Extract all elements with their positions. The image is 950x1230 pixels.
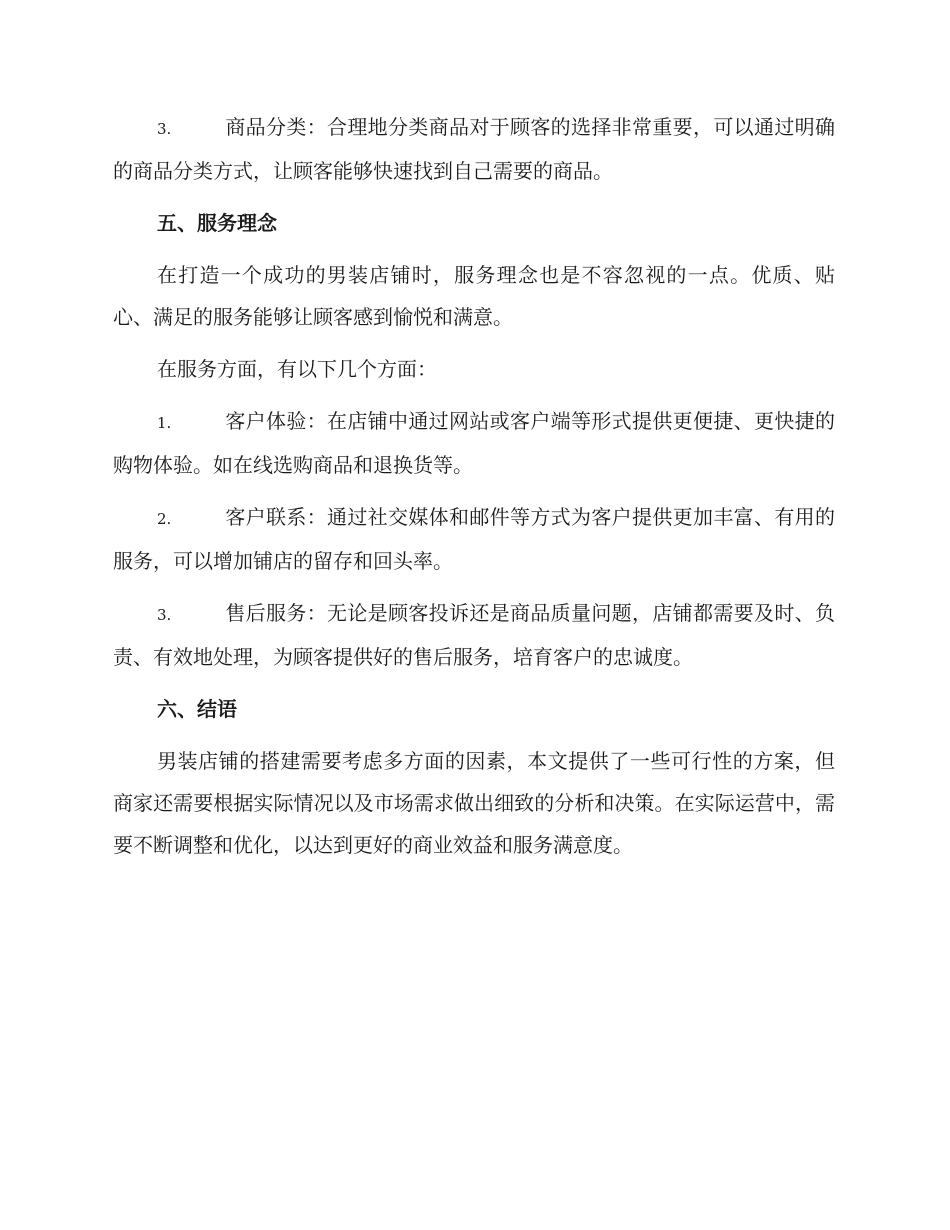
list-item-after-sales <box>113 592 835 678</box>
document-page <box>113 106 835 876</box>
list-item-text: 商品分类：合理地分类商品对于顾客的选择非常重要，可以通过明确的商品分类方式，让顾客能够快速找到自己需要的商品。 <box>113 115 835 183</box>
list-number: 3. <box>157 606 172 624</box>
list-number: 1. <box>157 414 172 432</box>
list-item-customer-experience <box>113 400 835 486</box>
list-item-customer-contact <box>113 496 835 582</box>
list-number: 3. <box>157 120 172 138</box>
section-heading-conclusion: 六、结语 <box>157 697 237 721</box>
list-item-text: 客户体验：在店铺中通过网站或客户端等形式提供更便捷、更快捷的购物体验。如在线选购商品和退换货等。 <box>113 409 835 477</box>
paragraph-service-intro: 在打造一个成功的男装店铺时，服务理念也是不容忽视的一点。优质、贴心、满足的服务能够让顾客感到愉悦和满意。 <box>113 263 835 329</box>
list-item-text: 客户联系：通过社交媒体和邮件等方式为客户提供更加丰富、有用的服务，可以增加铺店的留存和回头率。 <box>113 505 835 573</box>
paragraph-service-aspects: 在服务方面，有以下几个方面： <box>157 357 437 381</box>
paragraph-conclusion: 男装店铺的搭建需要考虑多方面的因素，本文提供了一些可行性的方案，但商家还需要根据实际情况以及市场需求做出细致的分析和决策。在实际运营中，需要不断调整和优化，以达到更好的商业效益和服务满意度。 <box>113 749 835 857</box>
section-heading-service: 五、服务理念 <box>157 211 277 235</box>
list-item-category <box>113 106 835 192</box>
list-item-text: 售后服务：无论是顾客投诉还是商品质量问题，店铺都需要及时、负责、有效地处理，为顾客提供好的售后服务，培育客户的忠诚度。 <box>113 601 835 669</box>
list-number: 2. <box>157 510 172 528</box>
